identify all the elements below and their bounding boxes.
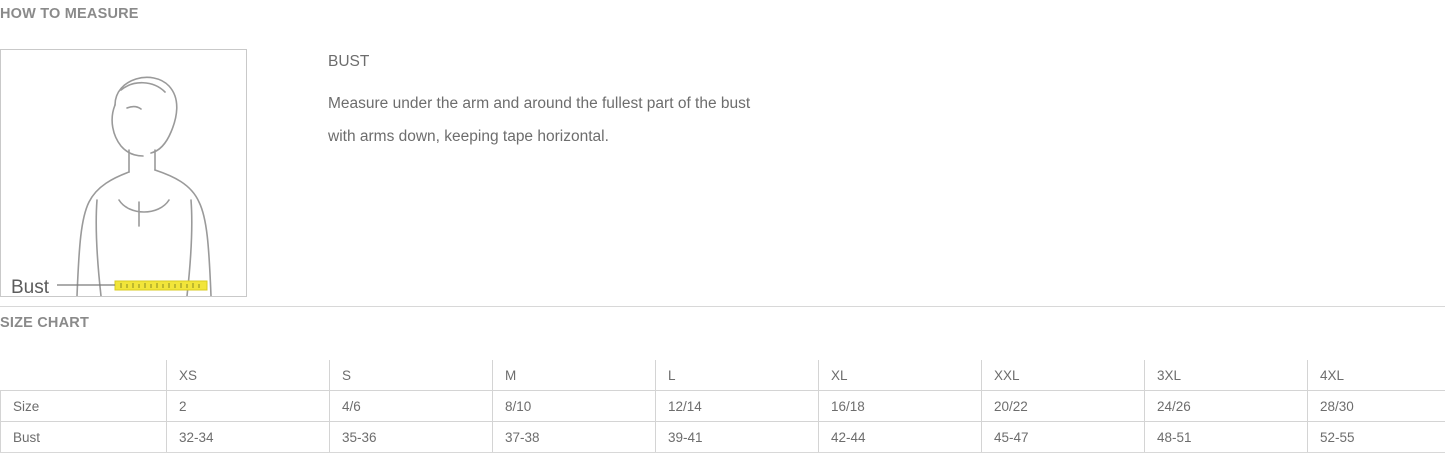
size-4xl: 28/30	[1308, 391, 1445, 422]
measurement-description-line-1: Measure under the arm and around the fullest part of the bust	[328, 95, 751, 112]
bust-measurement-illustration	[0, 49, 247, 297]
row-label-size: Size	[1, 391, 167, 422]
size-xl: 16/18	[819, 391, 982, 422]
bust-xl: 42-44	[819, 422, 982, 453]
table-header-m: M	[493, 360, 656, 391]
bust-xs: 32-34	[167, 422, 330, 453]
bust-l: 39-41	[656, 422, 819, 453]
how-to-measure-section	[0, 49, 1445, 299]
size-s: 4/6	[330, 391, 493, 422]
size-xxl: 20/22	[982, 391, 1145, 422]
measurement-title: BUST	[328, 53, 370, 70]
size-chart-heading: SIZE CHART	[0, 315, 89, 331]
bust-m: 37-38	[493, 422, 656, 453]
table-header-xxl: XXL	[982, 360, 1145, 391]
size-chart-table-wrapper	[0, 360, 1445, 453]
section-divider	[0, 306, 1445, 307]
size-l: 12/14	[656, 391, 819, 422]
svg-text:Bust: Bust	[11, 277, 50, 296]
size-xs: 2	[167, 391, 330, 422]
table-header-4xl: 4XL	[1308, 360, 1445, 391]
size-3xl: 24/26	[1145, 391, 1308, 422]
table-header-s: S	[330, 360, 493, 391]
table-row	[1, 391, 1445, 422]
bust-4xl: 52-55	[1308, 422, 1445, 453]
table-header-l: L	[656, 360, 819, 391]
size-chart-table	[0, 360, 1445, 453]
bust-s: 35-36	[330, 422, 493, 453]
measure-instructions	[328, 53, 1028, 153]
table-header-row	[1, 360, 1445, 391]
table-header-xl: XL	[819, 360, 982, 391]
table-header-corner	[1, 360, 167, 391]
bust-3xl: 48-51	[1145, 422, 1308, 453]
how-to-measure-heading: HOW TO MEASURE	[0, 6, 139, 22]
row-label-bust: Bust	[1, 422, 167, 453]
size-m: 8/10	[493, 391, 656, 422]
table-header-xs: XS	[167, 360, 330, 391]
measurement-description-line-2: with arms down, keeping tape horizontal.	[328, 128, 609, 145]
bust-xxl: 45-47	[982, 422, 1145, 453]
footer-divider	[0, 452, 1445, 453]
table-header-3xl: 3XL	[1145, 360, 1308, 391]
table-row	[1, 422, 1445, 453]
